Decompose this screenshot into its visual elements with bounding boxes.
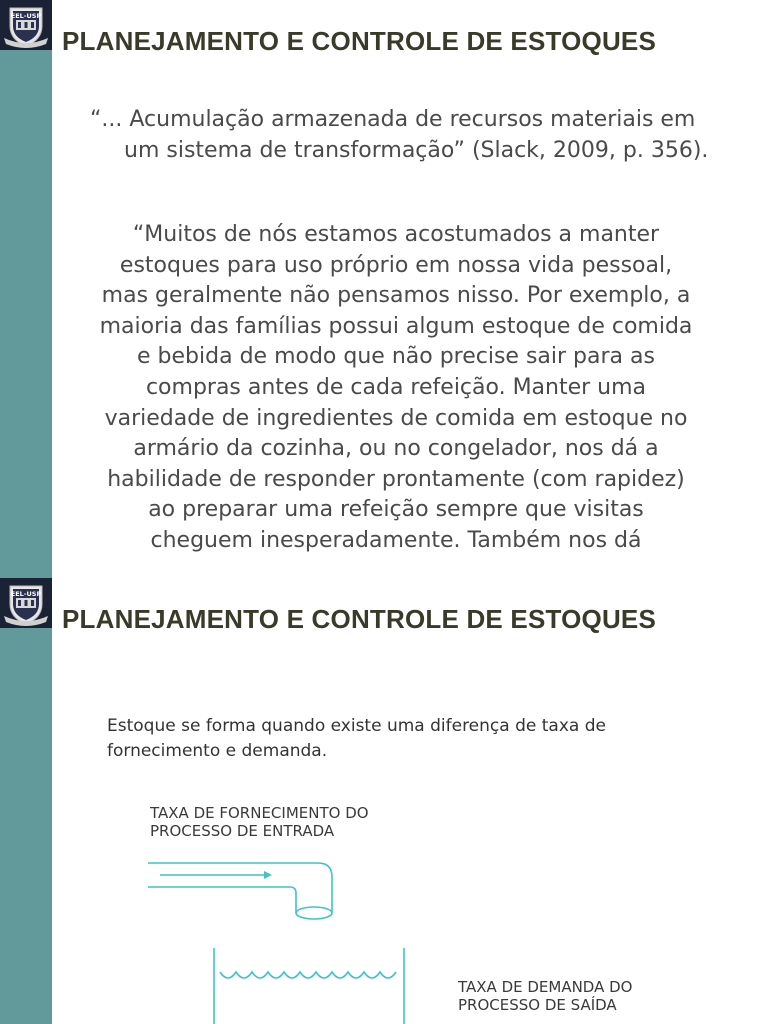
- demand-rate-label: TAXA DE DEMANDA DO: [458, 978, 633, 996]
- inlet-pipe: [148, 887, 296, 913]
- inventory-tank-diagram: [140, 798, 660, 1024]
- intro-text: Estoque se forma quando existe uma diferença de taxa de fornecimento e demanda.: [107, 716, 606, 761]
- inventory-level: [220, 972, 396, 978]
- slide-title: PLANEJAMENTO E CONTROLE DE ESTOQUES: [62, 604, 657, 634]
- slide-2: [0, 578, 768, 1024]
- pipe-outlet: [296, 907, 332, 919]
- definition-quote: “... Acumulação armazenada de recursos materiais em um sistema de transformação” (Slack, 2009, p. 356).: [90, 107, 709, 163]
- slide-title: PLANEJAMENTO E CONTROLE DE ESTOQUES: [62, 26, 657, 56]
- everyday-example-quote: “Muitos de nós estamos acostumados a manter estoques para uso próprio em nossa vida pessoal, mas geralmente não pensamos nisso. Por exemplo, a maioria das famílias possui algum estoque de comida e bebida de modo que não precise sair para as compras antes de cada refeição. Manter uma variedade de ingredientes de comida em estoque no armário da cozinha, ou no congelador, nos dá a habilidade de responder prontamente (com rapidez) ao preparar uma refeição sempre que visitas cheguem inesperadamente. Também nos dá: [99, 222, 693, 553]
- supply-rate-label: PROCESSO DE ENTRADA: [150, 822, 335, 840]
- logo-text: EEL-USP: [10, 590, 42, 598]
- inlet-pipe: [148, 863, 332, 913]
- demand-rate-label: PROCESSO DE SAÍDA: [458, 996, 617, 1014]
- logo-text: EEL-USP: [10, 12, 42, 20]
- sidebar-band: [0, 578, 52, 1024]
- university-logo: [0, 578, 52, 628]
- sidebar-band: [0, 0, 52, 578]
- university-logo: [0, 0, 52, 50]
- supply-rate-label: TAXA DE FORNECIMENTO DO: [150, 804, 369, 822]
- flow-arrow-head: [264, 871, 272, 879]
